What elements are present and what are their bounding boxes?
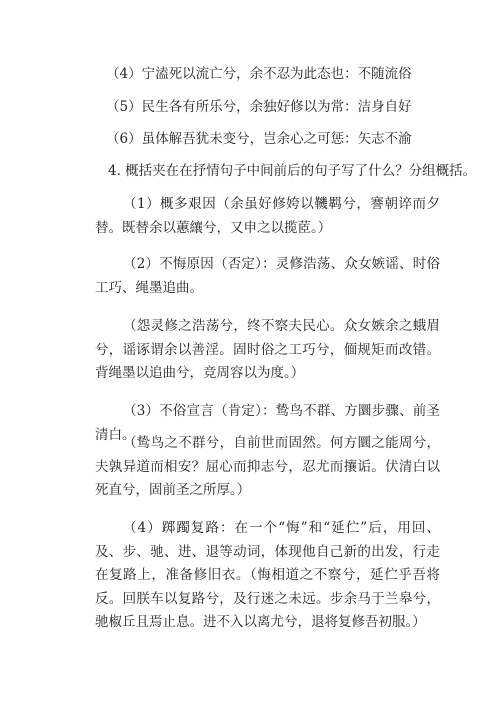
list-line-4: （4）宁溘死以流亡兮，余不忍为此态也：不随流俗 — [106, 66, 412, 82]
question-heading: 4. 概括夹在在抒情句子中间前后的句子写了什么？分组概括。 — [108, 163, 477, 179]
list-line-6: （6）虽体解吾犹未变兮，岂余心之可惩：矢志不渝 — [106, 131, 412, 147]
paragraph-5-quote: （鸷鸟之不群兮，自前世而固然。何方圜之能周兮，夫孰异道而相安？屈心而抑志兮，忍尤而攘诟。伏清白以死直兮，固前圣之所厚。） — [95, 435, 440, 498]
list-line-5: （5）民生各有所乐兮，余独好修以为常：洁身自好 — [106, 99, 412, 115]
paragraph-6: （4）踯躅复路：在一个“悔”和“延伫”后，用回、及、步、驰、进、退等动词，体现他自己新的出发，行走在复路上，准备修旧衣。（悔相道之不察兮，延伫乎吾将反。回朕车以复路兮，及行迷之未远。步余马于兰皋兮，驰椒丘且焉止息。进不入以离尤兮，退将复修吾初服。） — [95, 520, 440, 630]
paragraph-3-quote: （怨灵修之浩荡兮，终不察夫民心。众女嫉余之蛾眉兮，谣诼谓余以善淫。固时俗之工巧兮，偭规矩而改错。背绳墨以追曲兮，竞周容以为度。） — [95, 318, 440, 381]
paragraph-4: （3）不俗宣言（肯定）：鸷鸟不群、方圜步骤、前圣清白。 — [95, 403, 440, 443]
paragraph-1: （1）概多艰因（余虽好修姱以鞿羁兮，謇朝谇而夕替。既替余以蕙纕兮，又申之以揽茝。） — [95, 196, 440, 236]
paragraph-2: （2）不悔原因（否定）：灵修浩荡、众女嫉谣、时俗工巧、绳墨追曲。 — [95, 256, 440, 296]
